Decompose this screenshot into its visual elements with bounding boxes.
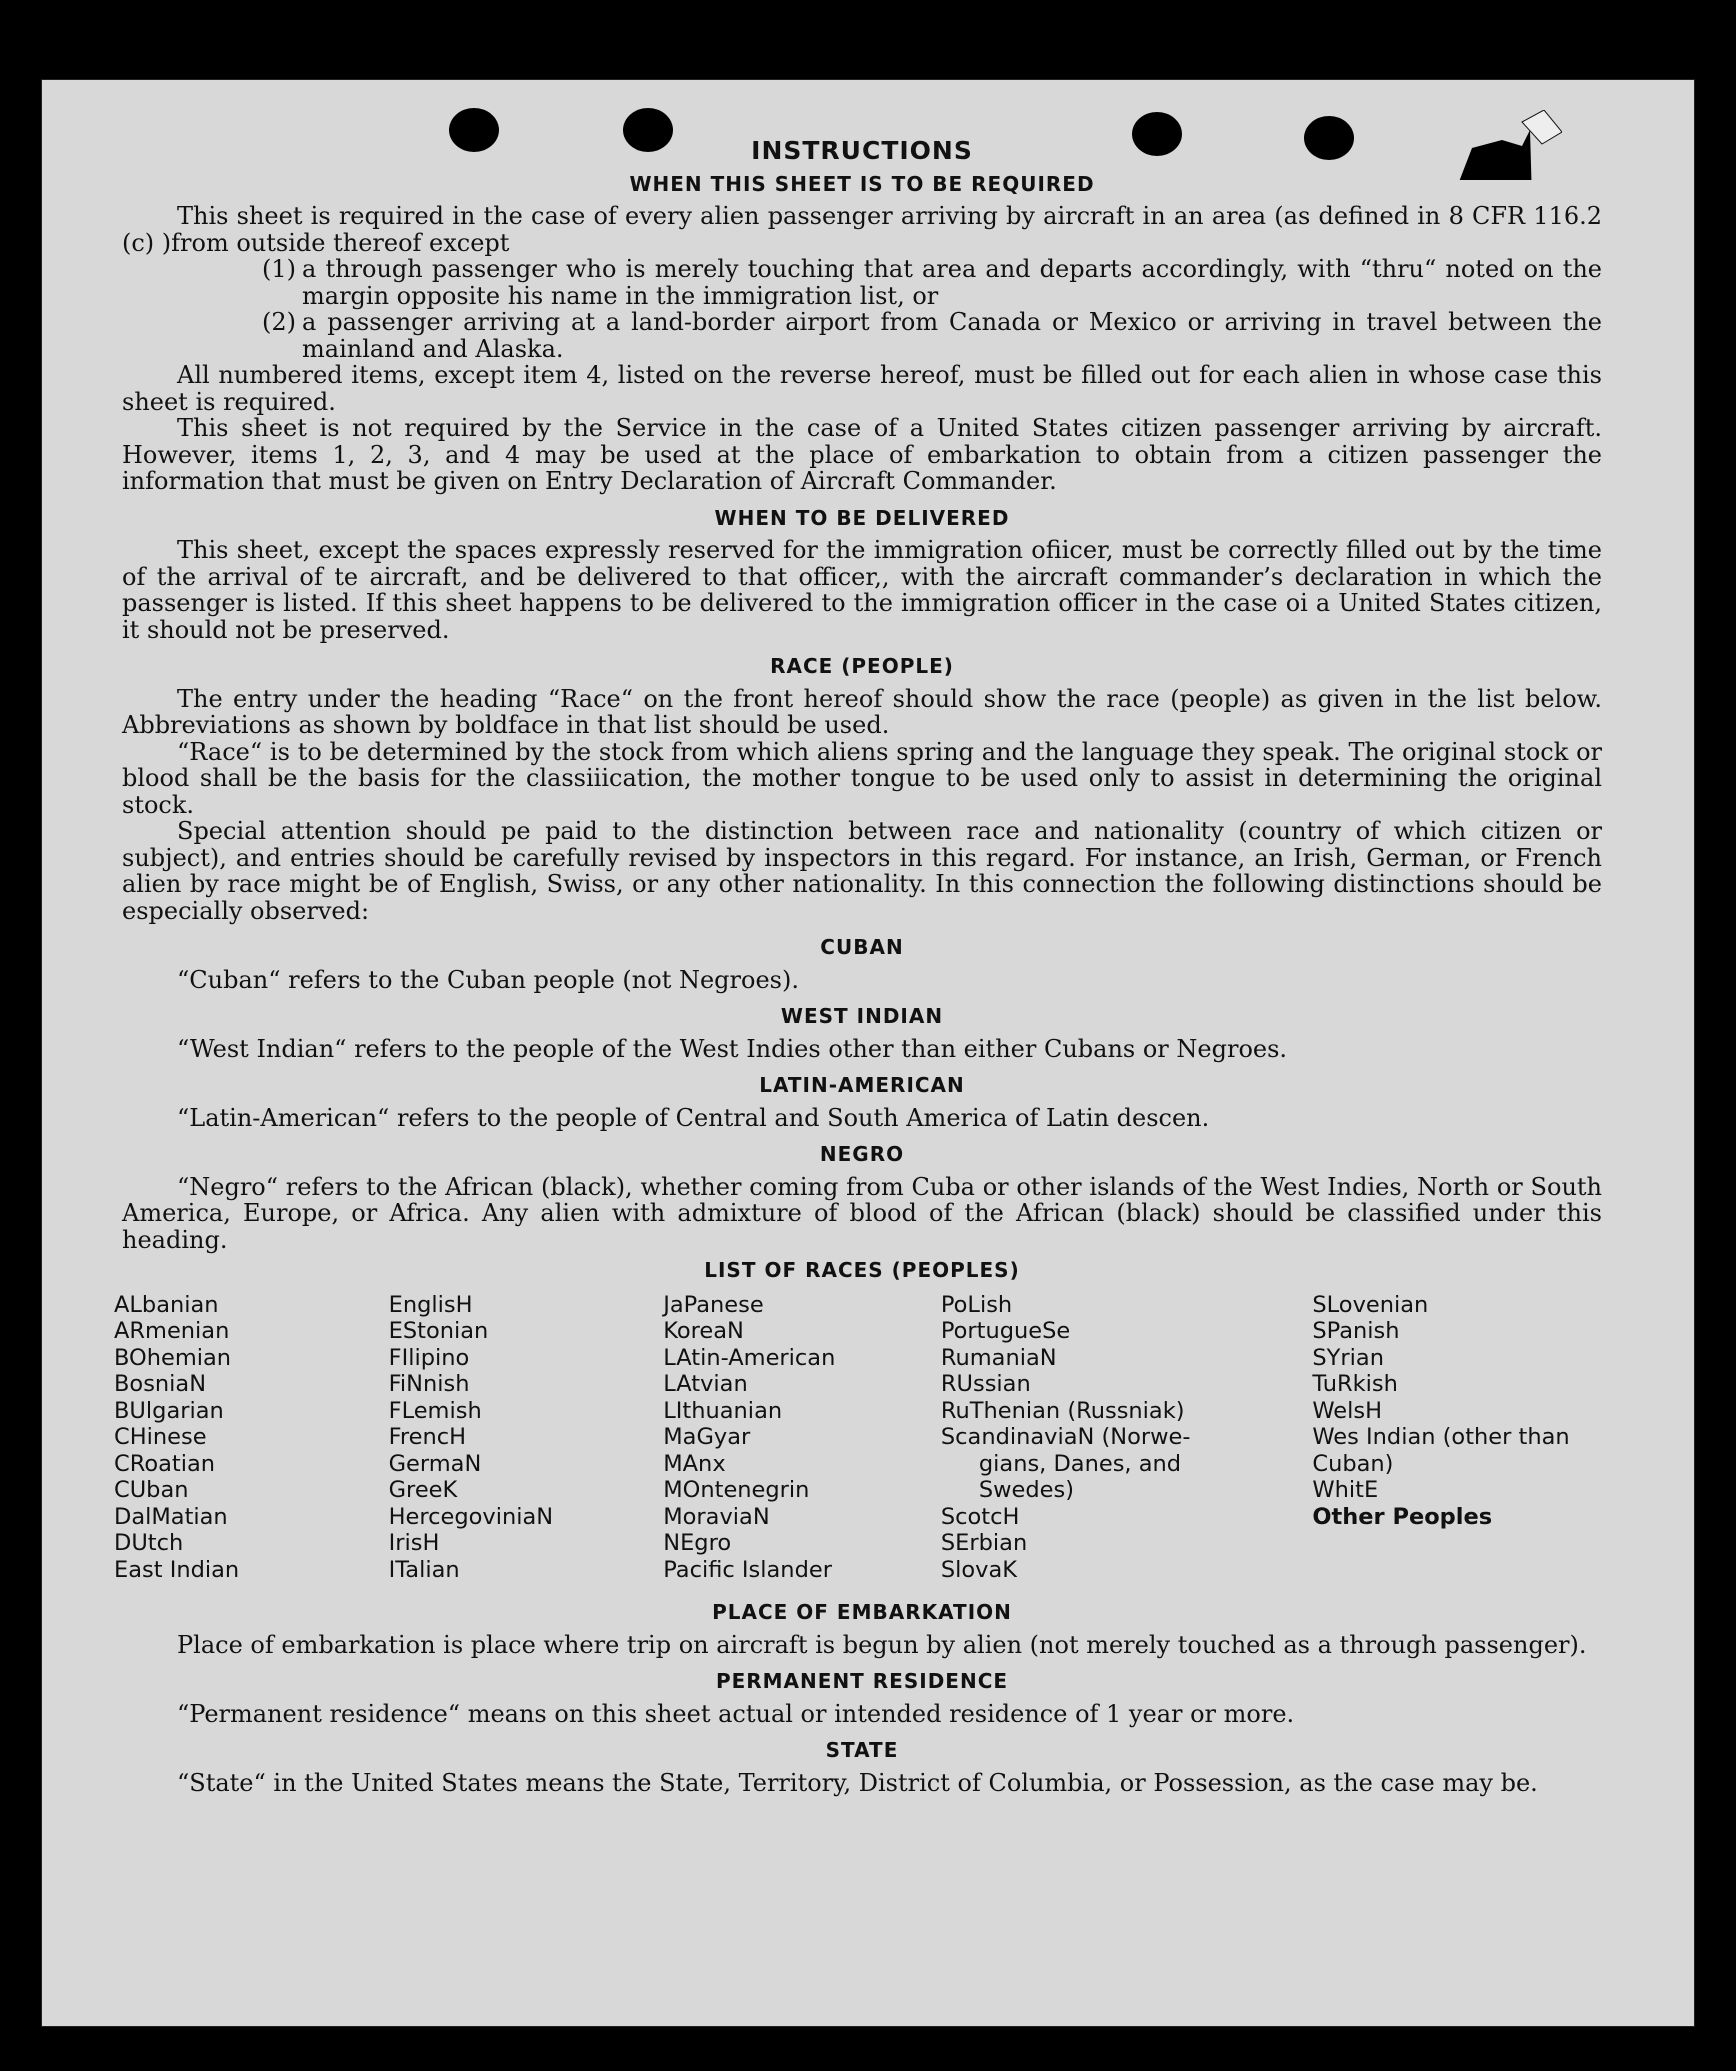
race-entry: MaGyar — [663, 1424, 751, 1450]
subheading-west-indian: WEST INDIAN — [780, 1004, 944, 1028]
race-entry: MoraviaN — [663, 1503, 770, 1530]
race-entry: gians, Danes, and — [978, 1450, 1182, 1477]
paragraph: “Race“ is to be determined by the stock from which aliens spring and the language they speak. The original stock or blood shall be the basis for the classiiication, the mother tongue to be used only to assist in determining the original stock. — [122, 737, 1602, 819]
race-entry: WhitE — [1312, 1477, 1379, 1503]
list-item — [262, 256, 1602, 309]
race-entry: LAtin-American — [663, 1344, 836, 1371]
race-entry: Other Peoples — [1312, 1503, 1493, 1530]
races-column-2 — [389, 1292, 664, 1584]
race-entry: RuThenian (Russniak) — [940, 1397, 1185, 1424]
race-entry: IrisH — [388, 1530, 440, 1556]
race-entry: DalMatian — [114, 1503, 228, 1530]
races-column-1 — [114, 1292, 389, 1584]
definition-cuban: “Cuban“ refers to the Cuban people (not Negroes). — [177, 965, 799, 994]
race-entry: FLemish — [388, 1397, 482, 1424]
race-entry: BosniaN — [114, 1371, 207, 1397]
race-entry: EnglisH — [388, 1291, 473, 1318]
paragraph: “Permanent residence“ means on this sheet actual or intended residence of 1 year or more. — [177, 1699, 1295, 1728]
race-entry: CHinese — [114, 1424, 207, 1450]
race-entry: SLovenian — [1312, 1291, 1429, 1318]
race-entry: SErbian — [940, 1530, 1028, 1556]
race-entry: EStonian — [388, 1318, 489, 1344]
document-body — [114, 136, 1602, 1797]
section-heading-embarkation: PLACE OF EMBARKATION — [712, 1600, 1012, 1624]
definition-latin-american: “Latin-American“ refers to the people of Central and South America of Latin descen. — [177, 1103, 1210, 1132]
paragraph: The entry under the heading “Race“ on the front hereof should show the race (people) as given in the list below. Abbreviations as shown by boldface in that list should be used. — [122, 684, 1602, 739]
race-entry: LIthuanian — [663, 1397, 783, 1424]
document-sheet — [42, 80, 1694, 2026]
races-column-5 — [1312, 1292, 1602, 1584]
race-entry: BOhemian — [114, 1344, 232, 1371]
section-heading-when-delivered: WHEN TO BE DELIVERED — [714, 505, 1010, 530]
paragraph: Special attention should pe paid to the distinction between race and nationality (country of which citizen or subject), and entries should be carefully revised by inspectors in this regard. For instance, an Irish, German, or French alien by race might be of English, Swiss, or any other nationality. In this connection the following distinctions should be especially observed: — [122, 817, 1602, 925]
race-entry: LAtvian — [663, 1371, 748, 1397]
race-entry: ScotcH — [940, 1503, 1020, 1530]
race-entry: MAnx — [663, 1450, 726, 1477]
paragraph: This sheet, except the spaces expressly reserved for the immigration ofiicer, must be correctly filled out by the time of the arrival of te aircraft, and be delivered to that officer,, with the aircraft commander’s declaration in which the passenger is listed. If this sheet happens to be delivered to the immigration officer in the case oi a United States citizen, it should not be preserved. — [122, 536, 1602, 644]
race-entry: CRoatian — [114, 1450, 216, 1477]
race-entry: MOntenegrin — [663, 1477, 810, 1503]
paragraph: This sheet is not required by the Service in the case of a United States citizen passenger arriving by aircraft. However, items 1, 2, 3, and 4 may be used at the place of embarkation to obtain from a citizen passenger the information that must be given on Entry Declaration of Aircraft Commander. — [122, 414, 1602, 495]
race-entry: Swedes) — [978, 1477, 1075, 1503]
race-entry: SYrian — [1312, 1344, 1384, 1371]
race-entry: RumaniaN — [940, 1344, 1057, 1371]
race-entry: HercegoviniaN — [388, 1503, 554, 1530]
list-item — [262, 309, 1602, 362]
race-entry: CUban — [114, 1477, 189, 1503]
race-entry: RUssian — [940, 1371, 1031, 1397]
race-entry: SlovaK — [940, 1556, 1018, 1583]
race-entry: WelsH — [1312, 1397, 1383, 1424]
race-entry: East Indian — [114, 1556, 240, 1583]
section-heading-when-required: WHEN THIS SHEET IS TO BE REQUIRED — [629, 171, 1095, 196]
race-entry: PoLish — [940, 1291, 1013, 1318]
paragraph: All numbered items, except item 4, listed on the reverse hereof, must be filled out for each alien in whose case this sheet is required. — [122, 361, 1602, 416]
item-number: (1) — [262, 255, 296, 283]
section-heading-race: RACE (PEOPLE) — [770, 654, 954, 678]
race-entry: ITalian — [388, 1556, 460, 1583]
subheading-cuban: CUBAN — [820, 935, 904, 959]
race-entry: TuRkish — [1312, 1371, 1398, 1397]
race-entry: FiNnish — [388, 1371, 470, 1397]
race-entry: ScandinaviaN (Norwe- — [940, 1424, 1191, 1450]
race-entry: JaPanese — [663, 1291, 764, 1318]
races-list — [114, 1292, 1602, 1584]
race-entry: FIlipino — [388, 1344, 470, 1371]
races-column-4 — [941, 1292, 1313, 1584]
item-text: a through passenger who is merely touching that area and departs accordingly, with “thru“ noted on the margin opposite his name in the immigration list, or — [302, 255, 1602, 310]
race-entry: ALbanian — [114, 1291, 219, 1318]
section-heading-residence: PERMANENT RESIDENCE — [715, 1669, 1009, 1693]
race-entry: BUlgarian — [114, 1397, 224, 1424]
race-entry: PortugueSe — [940, 1318, 1071, 1344]
race-entry: Pacific Islander — [663, 1556, 832, 1583]
race-entry: Wes Indian (other than Cuban) — [1312, 1424, 1570, 1477]
races-column-3 — [663, 1292, 941, 1584]
race-entry: KoreaN — [663, 1318, 744, 1344]
section-heading-state: STATE — [825, 1738, 899, 1762]
race-entry: FrencH — [388, 1424, 467, 1450]
race-entry: ARmenian — [114, 1318, 230, 1344]
paragraph: “State“ in the United States means the State, Territory, District of Columbia, or Possession, as the case may be. — [177, 1768, 1538, 1797]
subheading-negro: NEGRO — [819, 1142, 905, 1166]
race-entry: NEgro — [663, 1530, 732, 1556]
race-entry: GreeK — [388, 1477, 458, 1503]
race-entry: SPanish — [1312, 1318, 1400, 1344]
paragraph: This sheet is required in the case of every alien passenger arriving by aircraft in an area (as defined in 8 CFR 116.2 (c) )from outside thereof except — [122, 202, 1602, 257]
subheading-latin-american: LATIN-AMERICAN — [759, 1073, 965, 1097]
race-entry: GermaN — [388, 1450, 482, 1477]
race-entry: DUtch — [114, 1530, 184, 1556]
paragraph: Place of embarkation is place where trip on aircraft is begun by alien (not merely touched as a through passenger). — [177, 1630, 1587, 1659]
item-text: a passenger arriving at a land-border airport from Canada or Mexico or arriving in travel between the mainland and Alaska. — [302, 308, 1602, 363]
item-number: (2) — [262, 308, 296, 336]
races-list-heading: LIST OF RACES (PEOPLES) — [704, 1258, 1020, 1282]
definition-negro: “Negro“ refers to the African (black), whether coming from Cuba or other islands of the West Indies, North or South America, Europe, or Africa. Any alien with admixture of blood of the African (black) should be classified under this heading. — [122, 1172, 1602, 1254]
definition-west-indian: “West Indian“ refers to the people of the West Indies other than either Cubans or Negroes. — [177, 1034, 1288, 1063]
page-title: INSTRUCTIONS — [751, 136, 973, 165]
